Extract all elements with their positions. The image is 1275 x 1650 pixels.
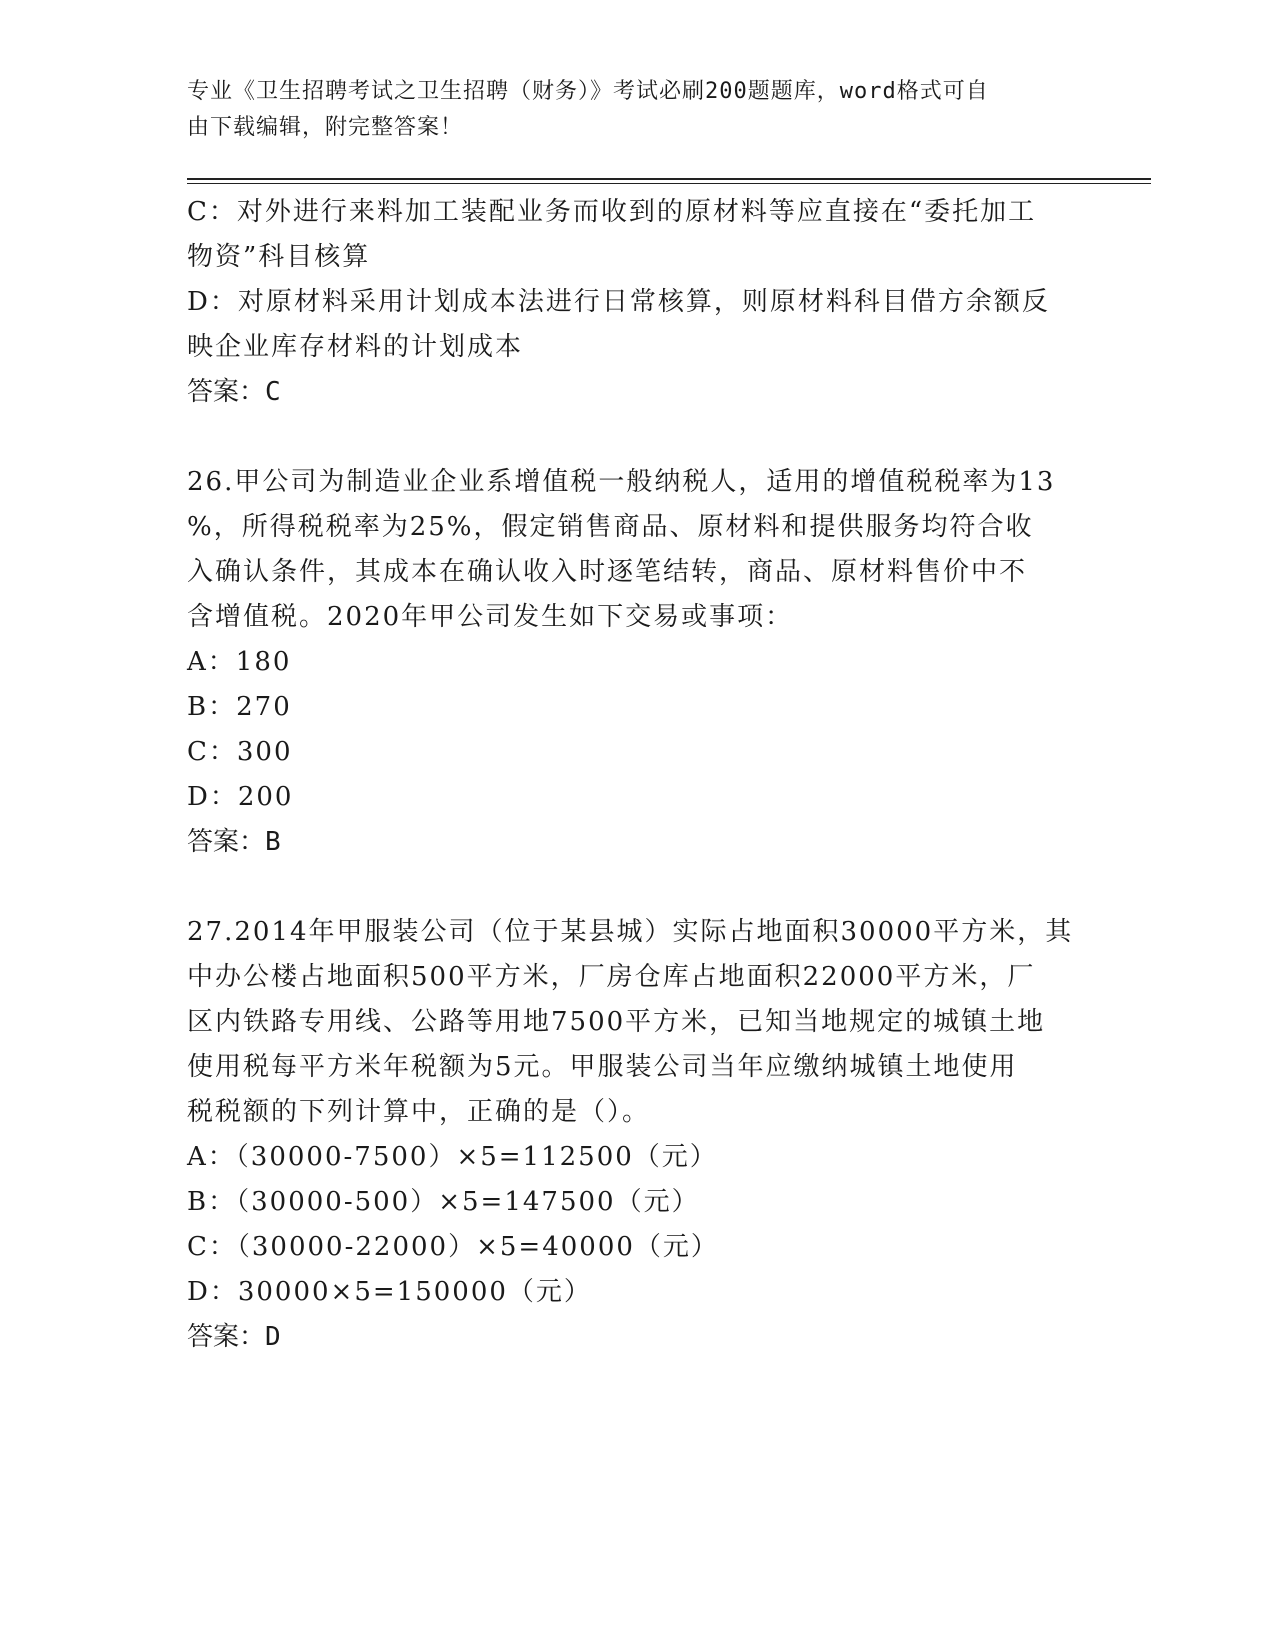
question-26 — [187, 460, 1087, 865]
question-26-option-b: B：270 — [187, 692, 292, 722]
answer-25: 答案：C — [187, 377, 281, 407]
question-27-option-c: C：（30000-22000）×5=40000（元） — [187, 1232, 719, 1262]
question-26-option-a: A：180 — [187, 647, 292, 677]
question-27 — [187, 910, 1087, 1360]
option-d-line-2: 映企业库存材料的计划成本 — [187, 332, 524, 362]
question-27-option-b: B：（30000-500）×5=147500（元） — [187, 1187, 700, 1217]
option-d-line-1: D：对原材料采用计划成本法进行日常核算，则原材料科目借方余额反 — [187, 287, 1050, 317]
question-26-line-1: 26.甲公司为制造业企业系增值税一般纳税人，适用的增值税税率为13 — [187, 467, 1056, 497]
question-26-line-3: 入确认条件，其成本在确认收入时逐笔结转，商品、原材料售价中不 — [187, 557, 1028, 587]
question-27-line-5: 税税额的下列计算中，正确的是（）。 — [187, 1097, 651, 1127]
spacer — [187, 865, 1087, 910]
question-26-line-2: %，所得税税率为25%，假定销售商品、原材料和提供服务均符合收 — [187, 512, 1034, 542]
question-27-option-a: A：（30000-7500）×5=112500（元） — [187, 1142, 718, 1172]
option-c-line-1: C：对外进行来料加工装配业务而收到的原材料等应直接在“委托加工 — [187, 197, 1037, 227]
question-27-line-4: 使用税每平方米年税额为5元。甲服装公司当年应缴纳城镇土地使用 — [187, 1052, 1018, 1082]
header-title-line-1: 专业《卫生招聘考试之卫生招聘（财务）》考试必刷200题题库，word格式可自 — [187, 79, 989, 104]
header-title-line-2: 由下载编辑，附完整答案！ — [187, 115, 464, 140]
header-divider-thin — [187, 183, 1151, 184]
answer-26: 答案：B — [187, 827, 281, 857]
question-26-line-4: 含增值税。2020年甲公司发生如下交易或事项： — [187, 602, 794, 632]
question-26-option-c: C：300 — [187, 737, 293, 767]
question-26-option-d: D：200 — [187, 782, 294, 812]
question-27-line-1: 27.2014年甲服装公司（位于某县城）实际占地面积30000平方米，其 — [187, 917, 1074, 947]
question-27-line-2: 中办公楼占地面积500平方米，厂房仓库占地面积22000平方米，厂 — [187, 962, 1036, 992]
document-body — [187, 190, 1087, 1360]
question-25-tail — [187, 190, 1087, 415]
header-divider-thick — [187, 178, 1151, 180]
document-header — [187, 74, 1067, 146]
option-c-line-2: 物资”科目核算 — [187, 242, 371, 272]
question-27-option-d: D：30000×5=150000（元） — [187, 1277, 592, 1307]
question-27-line-3: 区内铁路专用线、公路等用地7500平方米，已知当地规定的城镇土地 — [187, 1007, 1046, 1037]
spacer — [187, 415, 1087, 460]
answer-27: 答案：D — [187, 1322, 281, 1352]
